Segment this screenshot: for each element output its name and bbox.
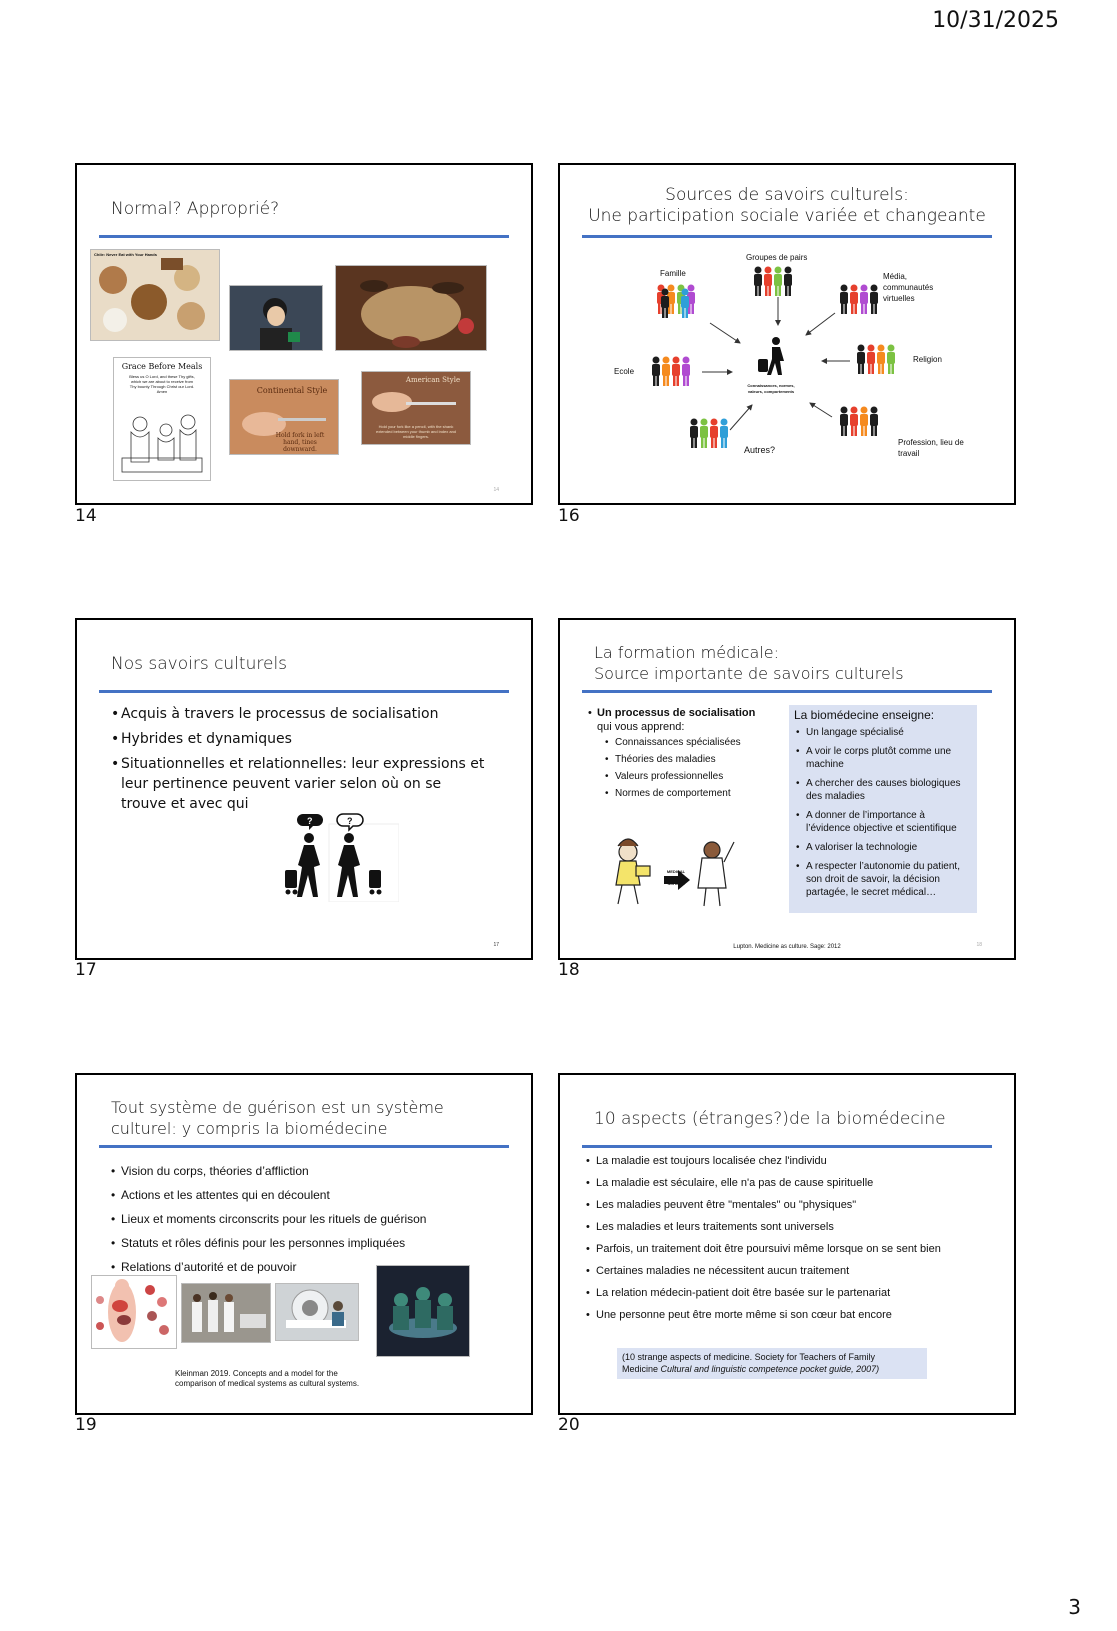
- reference-box: [617, 1348, 927, 1379]
- list-item: • Hybrides et dynamiques: [111, 729, 487, 749]
- group-religion: [857, 345, 895, 375]
- list-item: • Les maladies peuvent être "mentales" ou "physiques": [586, 1199, 970, 1212]
- source-line-2: comparison of medical systems as cultural systems.: [175, 1379, 360, 1388]
- title-line-1: Tout système de guérison est un système: [111, 1098, 444, 1117]
- box-title: La biomédecine enseigne:: [794, 708, 935, 722]
- svg-text:?: ?: [307, 816, 313, 826]
- list-item: • Un langage spécialisé: [796, 726, 972, 739]
- page-number: 3: [1068, 1595, 1081, 1619]
- group-ecole: [652, 357, 690, 387]
- photo-caption: Chile: Never Eat with Your Hands: [94, 252, 157, 257]
- title-line-2: Une participation sociale variée et changeante: [588, 206, 986, 226]
- group-profession: [840, 407, 878, 437]
- list-item: • Normes de comportement: [605, 785, 778, 802]
- slide-18: [558, 618, 1016, 960]
- label-pairs: Groupes de pairs: [746, 253, 808, 262]
- photo-chile-food: [90, 249, 220, 341]
- list-item: • Les maladies et leurs traitements sont universels: [586, 1221, 970, 1234]
- list-item: • Statuts et rôles définis pour les personnes impliquées: [111, 1231, 511, 1255]
- title-line-2: Source importante de savoirs culturels: [594, 664, 904, 683]
- photo-girl-eating: [229, 285, 323, 351]
- ref-line-2: [622, 1363, 922, 1375]
- list-item: • Relations d’autorité et de pouvoir: [111, 1255, 511, 1279]
- list-item: • La maladie est toujours localisée chez l'individu: [586, 1155, 970, 1168]
- traveler-icon: [758, 337, 784, 375]
- list-item: • Acquis à travers le processus de socialisation: [111, 704, 487, 724]
- bullet-list: [111, 1159, 511, 1279]
- list-item: • Actions et les attentes qui en découlent: [111, 1183, 511, 1207]
- list-item: • La relation médecin-patient doit être basée sur le partenariat: [586, 1287, 970, 1300]
- title-rule: [582, 1145, 992, 1148]
- group-famille: [657, 285, 695, 319]
- slide-title: 10 aspects (étranges?)de la biomédecine: [594, 1109, 946, 1129]
- list-item: • Lieux et moments circonscrits pour les rituels de guérison: [111, 1207, 511, 1231]
- slide-title: [594, 642, 904, 684]
- slide-title: Normal? Approprié?: [111, 199, 280, 219]
- bullet-list: [586, 1155, 970, 1322]
- american-title: American Style: [405, 376, 461, 384]
- slide-number: 18: [558, 960, 580, 980]
- list-item: • Valeurs professionnelles: [605, 768, 778, 785]
- photo-anatomy: [91, 1275, 177, 1349]
- slide-number: 14: [75, 506, 97, 526]
- list-item: • La maladie est séculaire, elle n'a pas de cause spirituelle: [586, 1177, 970, 1190]
- photo-hands-eating: [335, 265, 487, 351]
- label-ecole: Ecole: [614, 367, 635, 376]
- list-item: • A chercher des causes biologiques des maladies: [796, 777, 972, 803]
- group-pairs: [754, 267, 792, 297]
- left-rest: qui vous apprend:: [597, 721, 685, 733]
- bullet-list: [111, 704, 487, 814]
- left-bold: Un processus de socialisation: [597, 707, 756, 719]
- continental-title: Continental Style: [256, 386, 328, 395]
- grace-title: Grace Before Meals: [121, 362, 203, 371]
- label-profession: Profession, lieu de travail: [898, 438, 964, 458]
- slide-title: [111, 1097, 444, 1139]
- slide-number: 17: [75, 960, 97, 980]
- list-item: • A respecter l’autonomie du patient, son droit de savoir, la décision partagée, le secret médical…: [796, 860, 972, 899]
- grace-text: Bless us O Lord, and these Thy gifts, which we are about to receive from Thy bounty Through Christ our Lord. Amen: [129, 374, 195, 394]
- slide-corner-number: 17: [493, 942, 499, 948]
- source-line-1: Kleinman 2019. Concepts and a model for the: [175, 1369, 338, 1378]
- list-item: • Parfois, un traitement doit être poursuivi même lorsque on se sent bien: [586, 1243, 970, 1256]
- ref-line-1: (10 strange aspects of medicine. Society for Teachers of Family: [622, 1352, 875, 1362]
- cartoon-label: MEDICAL SCHOOL: [666, 869, 686, 886]
- source-citation: [175, 1369, 359, 1389]
- slide-19: [75, 1073, 533, 1415]
- american-text: Hold your fork like a pencil, with the shank extended between your thumb and index and middle fingers.: [375, 424, 457, 439]
- source-citation: Lupton. Medicine as culture. Sage: 2012: [733, 944, 841, 950]
- group-autres: [690, 419, 728, 449]
- list-item: • A valoriser la technologie: [796, 841, 972, 854]
- slide-title: Nos savoirs culturels: [111, 654, 288, 674]
- list-item: • Théories des maladies: [605, 751, 778, 768]
- list-item: • Certaines maladies ne nécessitent aucun traitement: [586, 1265, 970, 1278]
- label-center: Connaissances, normes, valeurs, comportements: [747, 383, 795, 394]
- slide-corner-number: 14: [493, 487, 499, 493]
- slide-number: 20: [558, 1415, 580, 1435]
- sub-list: [605, 734, 778, 802]
- ref-italic: Cultural and linguistic competence pocket guide, 2007): [660, 1364, 880, 1374]
- continental-text: Hold fork in left hand, tines downward.: [275, 432, 325, 453]
- header-date: 10/31/2025: [932, 8, 1059, 33]
- slide-20: [558, 1073, 1016, 1415]
- slide-corner-number: 18: [976, 942, 982, 948]
- list-item: • Vision du corps, théories d’affliction: [111, 1159, 511, 1183]
- travelers-question-icon: [259, 812, 399, 902]
- slide-17: [75, 618, 533, 960]
- family-sketch: [114, 358, 210, 480]
- title-line-1: Sources de savoirs culturels:: [665, 185, 909, 205]
- biomedicine-box: [789, 705, 977, 913]
- slide-number: 16: [558, 506, 580, 526]
- ref-plain: Medicine: [622, 1364, 661, 1374]
- slide-16: [558, 163, 1016, 505]
- box-list: [796, 726, 972, 899]
- title-line-2: culturel: y compris la biomédecine: [111, 1119, 388, 1138]
- photo-continental-style: [229, 379, 339, 455]
- title-rule: [99, 690, 509, 693]
- list-item: • Situationnelles et relationnelles: leur expressions et leur pertinence peuvent varier selon où on se trouve et avec qui: [111, 754, 487, 814]
- svg-text:?: ?: [347, 816, 353, 826]
- left-column: • Un processus de socialisation qui vous apprend: • Connaissances spécialisées • Théories des maladies • Valeurs professionnelles • Normes de comportement: [588, 706, 778, 802]
- label-religion: Religion: [913, 355, 942, 364]
- title-line-1: La formation médicale:: [594, 643, 779, 662]
- title-rule: [99, 235, 509, 238]
- title-rule: [582, 690, 992, 693]
- label-media: Média, communautés virtuelles: [883, 272, 934, 303]
- slide-14: [75, 163, 533, 505]
- list-item: • A donner de l’importance à l’évidence objective et scientifique: [796, 809, 972, 835]
- photo-scanner: [275, 1283, 359, 1341]
- food-illustration: [91, 250, 219, 340]
- photo-american-style: [361, 371, 471, 445]
- title-rule: [99, 1145, 509, 1148]
- label-autres: Autres?: [744, 445, 776, 455]
- photo-grace-before-meals: [113, 357, 211, 481]
- group-media: [840, 285, 878, 315]
- slide-number: 19: [75, 1415, 97, 1435]
- list-item: • Une personne peut être morte même si son cœur bat encore: [586, 1309, 970, 1322]
- list-item: • A voir le corps plutôt comme une machine: [796, 745, 972, 771]
- photo-surgery: [376, 1265, 470, 1357]
- label-famille: Famille: [660, 269, 686, 278]
- photo-hospital-rounds: [181, 1283, 271, 1343]
- list-item: • Connaissances spécialisées: [605, 734, 778, 751]
